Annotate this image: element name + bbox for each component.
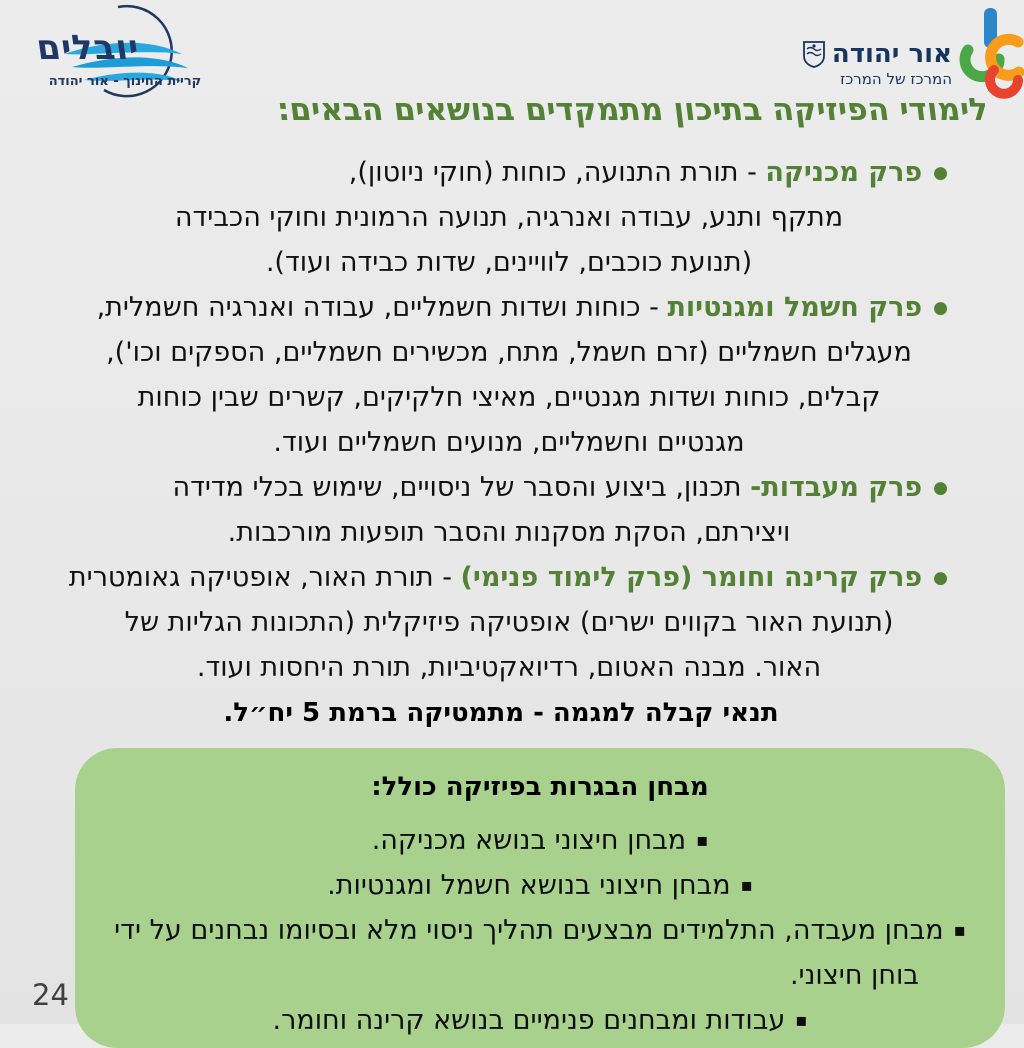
or-yehuda-title: אור יהודה	[831, 39, 952, 69]
square-bullet-icon: ▪	[740, 875, 753, 896]
bullet-icon: ●	[933, 163, 948, 183]
topic-labs-line	[58, 465, 960, 510]
topic-text-line: (תנועת האור בקווים ישרים) אופטיקה פיזיקלית (התכונות הגליות של	[124, 607, 894, 638]
topic-radiation-line	[58, 555, 960, 600]
topic-text-line: קבלים, כוחות ושדות מגנטיים, מאיצי חלקיקים, קשרים שבין כוחות	[137, 382, 881, 413]
bagrut-item	[75, 998, 1005, 1043]
city-emblem-icon	[802, 40, 826, 68]
bagrut-item-text: מבחן מעבדה, התלמידים מבצעים תהליך ניסוי מלא ובסיומו נבחנים על ידי	[114, 915, 944, 946]
topic-text: - כוחות ושדות חשמליים, עבודה ואנרגיה חשמלית,	[96, 292, 668, 323]
topic-mechanics-line	[58, 150, 960, 195]
bagrut-box-header: מבחן הבגרות בפיזיקה כולל:	[371, 772, 709, 802]
square-bullet-icon: ▪	[953, 920, 966, 941]
admission-requirement: תנאי קבלה למגמה - מתמטיקה ברמת 5 יח״ל.	[223, 698, 779, 728]
topic-electricity-line	[58, 285, 960, 330]
bagrut-item-text: מבחן חיצוני בנושא חשמל ומגנטיות.	[327, 870, 731, 901]
topic-text-line: מעגלים חשמליים (זרם חשמל, מתח, מכשירים חשמליים, הספקים וכו'),	[106, 337, 912, 368]
bagrut-list	[75, 818, 1005, 1043]
topic-label: פרק קרינה וחומר (פרק לימוד פנימי)	[460, 562, 923, 593]
yuvalim-logo	[22, 2, 227, 102]
yuvalim-logo-caption: קריית החינוך - אור יהודה	[48, 74, 202, 89]
topic-label: פרק מכניקה	[765, 157, 923, 188]
or-yehuda-logo-text	[802, 40, 952, 88]
topic-text-line: מתקף ותנע, עבודה ואנרגיה, תנועה הרמונית וחוקי הכבידה	[174, 202, 844, 233]
square-bullet-icon: ▪	[696, 830, 709, 851]
topic-label: פרק מעבדות-	[750, 472, 923, 503]
bagrut-item	[75, 908, 1005, 953]
topic-text: - תורת האור, אופטיקה גאומטרית	[68, 562, 461, 593]
bullet-icon: ●	[933, 478, 948, 498]
bagrut-box	[75, 748, 1005, 1048]
bagrut-item-continuation: בוחן חיצוני.	[789, 960, 919, 991]
topic-text-line: מגנטיים וחשמליים, מנועים חשמליים ועוד.	[273, 427, 745, 458]
yuvalim-logo-name: יובלים	[33, 28, 143, 68]
bagrut-item	[75, 818, 1005, 863]
square-bullet-icon: ▪	[795, 1010, 808, 1031]
bullet-icon: ●	[933, 298, 948, 318]
bagrut-item-text: מבחן חיצוני בנושא מכניקה.	[371, 825, 687, 856]
page-title: לימודי הפיזיקה בתיכון מתמקדים בנושאים הבאים:	[274, 92, 991, 128]
bagrut-item	[75, 863, 1005, 908]
topic-text: - תורת התנועה, כוחות (חוקי ניוטון),	[348, 157, 766, 188]
topic-label: פרק חשמל ומגנטיות	[667, 292, 923, 323]
topic-text-line: האור. מבנה האטום, רדיואקטיביות, תורת היחסות ועוד.	[196, 652, 822, 683]
topic-text-line: ויצירתם, הסקת מסקנות והסבר תופעות מורכבות.	[227, 517, 791, 548]
page-number: 24	[32, 978, 69, 1012]
bullet-icon: ●	[933, 568, 948, 588]
topic-text-line: (תנועת כוכבים, לוויינים, שדות כבידה ועוד).	[265, 247, 753, 278]
topic-text: תכנון, ביצוע והסבר של ניסויים, שימוש בכלי מדידה	[172, 472, 751, 503]
bagrut-item-text: עבודות ומבחנים פנימיים בנושא קרינה וחומר.	[272, 1005, 786, 1036]
topics-list	[58, 150, 960, 690]
or-yehuda-subtitle: המרכז של המרכז	[840, 70, 952, 88]
